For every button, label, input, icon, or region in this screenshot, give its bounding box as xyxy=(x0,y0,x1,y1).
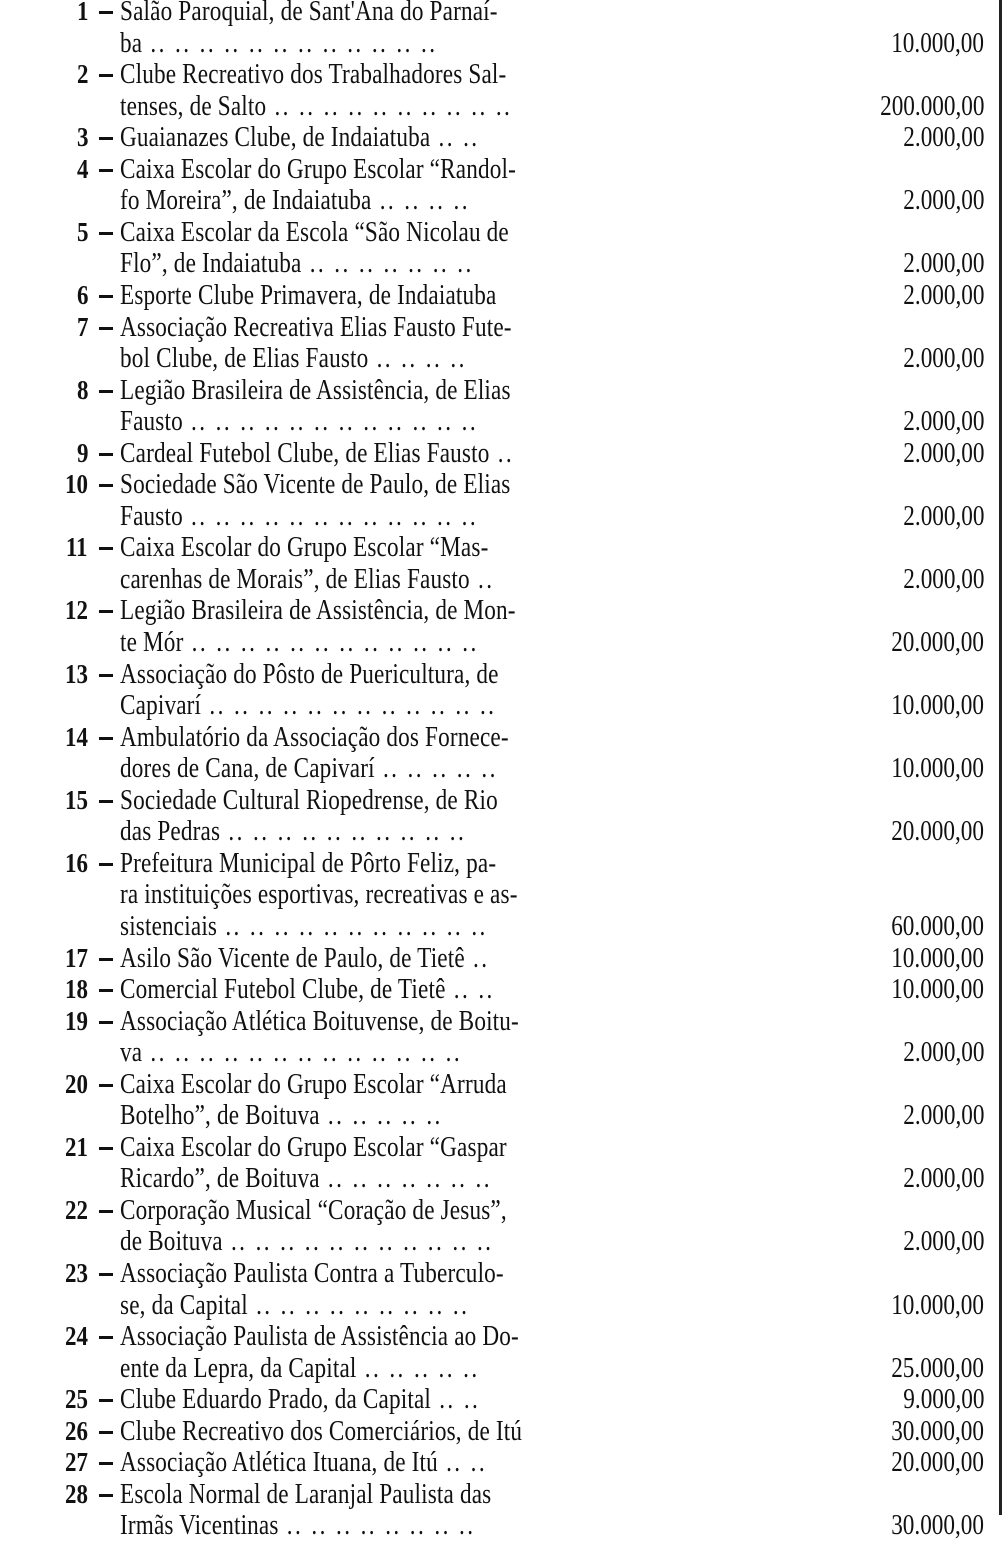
item-number: 17 xyxy=(65,942,88,973)
entry-text-content: Legião Brasileira de Assistência, de Mon- xyxy=(120,594,516,627)
entry-text-content: Botelho”, de Boituva xyxy=(120,1099,320,1132)
em-dash xyxy=(99,737,113,740)
entry-text-content: bol Clube, de Elias Fausto xyxy=(120,342,369,375)
entry-text xyxy=(120,816,466,848)
entry-text-content: Comercial Futebol Clube, de Tietê xyxy=(120,973,446,1006)
list-item xyxy=(0,1258,1000,1321)
em-dash xyxy=(99,1084,113,1087)
dot-leader: .. .. .. .. .. .. .. .. .. .. xyxy=(266,89,513,122)
entry-line xyxy=(0,1384,1000,1416)
list-item xyxy=(0,1479,1000,1542)
em-dash xyxy=(99,1210,113,1213)
amount: 10.000,00 xyxy=(891,689,984,722)
list-item xyxy=(0,1321,1000,1384)
item-number: 11 xyxy=(66,532,88,563)
entry-text-content: de Boituva xyxy=(120,1225,223,1258)
list-item xyxy=(0,1069,1000,1132)
entry-text xyxy=(120,1353,480,1385)
entry-text xyxy=(120,911,488,943)
em-dash xyxy=(99,74,113,77)
entry-text xyxy=(120,438,514,470)
entry-text-content: Capivarí xyxy=(120,689,202,722)
entry-line xyxy=(0,1290,1000,1322)
dot-leader: .. .. .. .. .. .. .. .. xyxy=(278,1509,476,1542)
entry-text-content: Esporte Clube Primavera, de Indaiatuba xyxy=(120,278,497,311)
entry-text xyxy=(120,564,494,596)
entry-text xyxy=(120,406,478,438)
entry-text-content: se, da Capital xyxy=(120,1288,248,1321)
entry-text-content: Associação Atlética Boituvense, de Boitu- xyxy=(120,1004,519,1037)
entry-text xyxy=(120,28,437,60)
entry-line xyxy=(0,911,1000,943)
em-dash xyxy=(99,1399,113,1402)
em-dash xyxy=(99,295,113,298)
em-dash xyxy=(99,390,113,393)
amount: 2.000,00 xyxy=(902,436,984,469)
amount: 2.000,00 xyxy=(902,342,984,375)
item-number: 25 xyxy=(65,1384,88,1415)
entry-text xyxy=(120,122,480,154)
list-item xyxy=(0,848,1000,943)
item-number: 8 xyxy=(76,374,88,405)
list-item xyxy=(0,1447,1000,1479)
entry-text xyxy=(120,627,479,659)
entry-text-content: Clube Recreativo dos Trabalhadores Sal- xyxy=(120,58,507,91)
entry-text-content: te Mór xyxy=(120,625,184,658)
entry-text-content: Prefeitura Municipal de Pôrto Feliz, pa- xyxy=(120,846,497,879)
em-dash xyxy=(99,232,113,235)
entry-text xyxy=(120,501,478,533)
entry-line xyxy=(0,1258,1000,1290)
entry-text xyxy=(120,1069,507,1101)
entry-text-content: Associação Recreativa Elias Fausto Fute- xyxy=(120,310,512,343)
entry-text-content: Caixa Escolar do Grupo Escolar “Randol- xyxy=(120,152,517,185)
amount: 20.000,00 xyxy=(891,1446,984,1479)
entry-text xyxy=(120,375,511,407)
entry-line xyxy=(0,1321,1000,1353)
entry-text-content: Escola Normal de Laranjal Paulista das xyxy=(120,1477,492,1510)
entry-text xyxy=(120,1132,507,1164)
entry-text xyxy=(120,469,511,501)
dot-leader: .. .. .. .. .. xyxy=(374,752,498,785)
entry-text-content: ra instituições esportivas, recreativas e as- xyxy=(120,878,518,911)
dot-leader: .. .. xyxy=(437,1446,488,1479)
entry-line xyxy=(0,438,1000,470)
entry-text xyxy=(120,722,509,754)
entry-line xyxy=(0,1069,1000,1101)
entry-text-content: Associação Atlética Ituana, de Itú xyxy=(120,1446,438,1479)
entry-text-content: Flo”, de Indaiatuba xyxy=(120,247,302,280)
amount: 2.000,00 xyxy=(902,1099,984,1132)
em-dash xyxy=(99,484,113,487)
dot-leader: .. .. .. .. .. .. .. .. .. .. .. .. xyxy=(142,26,438,59)
entry-text xyxy=(120,1447,487,1479)
entry-line xyxy=(0,469,1000,501)
dot-leader: .. .. .. .. .. .. .. .. .. xyxy=(247,1288,470,1321)
dot-leader: .. .. xyxy=(430,121,480,154)
entry-text-content: Ambulatório da Associação dos Fornece- xyxy=(120,720,509,753)
list-item xyxy=(0,122,1000,154)
list-item xyxy=(0,312,1000,375)
entry-text xyxy=(120,91,512,123)
item-number: 26 xyxy=(65,1415,88,1446)
entry-line xyxy=(0,1006,1000,1038)
entry-text-content: Fausto xyxy=(120,499,183,532)
entry-line xyxy=(0,1037,1000,1069)
entry-text-content: dores de Cana, de Capivarí xyxy=(120,752,375,785)
item-number: 19 xyxy=(65,1005,88,1036)
entry-text-content: Caixa Escolar do Grupo Escolar “Arruda xyxy=(120,1067,507,1100)
entry-line xyxy=(0,28,1000,60)
amount: 2.000,00 xyxy=(902,247,984,280)
entry-line xyxy=(0,312,1000,344)
list-item xyxy=(0,59,1000,122)
amount: 200.000,00 xyxy=(879,89,984,122)
entry-text xyxy=(120,1100,443,1132)
dot-leader: .. .. .. .. .. .. .. .. .. .. .. xyxy=(222,1225,494,1258)
amount: 2.000,00 xyxy=(902,562,984,595)
entry-line xyxy=(0,154,1000,186)
dot-leader: .. .. .. .. .. .. .. .. .. .. .. .. xyxy=(201,689,497,722)
dot-leader: .. .. .. .. .. .. .. .. .. .. .. .. xyxy=(183,625,479,658)
entry-text xyxy=(120,1384,480,1416)
em-dash xyxy=(99,989,113,992)
list-item xyxy=(0,532,1000,595)
entry-line xyxy=(0,217,1000,249)
entry-line xyxy=(0,1479,1000,1511)
entry-line xyxy=(0,848,1000,880)
entry-text-content: Salão Paroquial, de Sant'Ana do Parnaí- xyxy=(120,0,498,27)
amount: 10.000,00 xyxy=(891,1288,984,1321)
dot-leader: .. .. .. .. .. xyxy=(319,1099,443,1132)
entry-line xyxy=(0,0,1000,28)
dot-leader: .. .. .. .. .. .. .. xyxy=(319,1162,492,1195)
entry-text xyxy=(120,343,467,375)
entry-text xyxy=(120,1195,507,1227)
item-number: 15 xyxy=(65,784,88,815)
list-item xyxy=(0,943,1000,975)
entry-text-content: Caixa Escolar do Grupo Escolar “Gaspar xyxy=(120,1130,507,1163)
entry-line xyxy=(0,1510,1000,1542)
item-number: 6 xyxy=(76,279,88,310)
dot-leader: .. .. xyxy=(445,973,495,1006)
list-item xyxy=(0,154,1000,217)
item-number: 20 xyxy=(65,1068,88,1099)
item-number: 3 xyxy=(76,122,88,153)
entry-text-content: Clube Recreativo dos Comerciários, de Itú xyxy=(120,1414,523,1447)
em-dash xyxy=(99,453,113,456)
amount: 2.000,00 xyxy=(902,184,984,217)
entry-line xyxy=(0,1163,1000,1195)
entry-text xyxy=(120,0,498,28)
entry-line xyxy=(0,1132,1000,1164)
entry-text xyxy=(120,1321,519,1353)
entry-text xyxy=(120,154,516,186)
entry-text-content: Asilo São Vicente de Paulo, de Tietê xyxy=(120,941,465,974)
item-number: 23 xyxy=(65,1258,88,1288)
entry-text xyxy=(120,1479,491,1511)
em-dash xyxy=(99,1431,113,1434)
entry-text xyxy=(120,848,496,880)
entry-text xyxy=(120,280,497,312)
entry-line xyxy=(0,185,1000,217)
em-dash xyxy=(99,1336,113,1339)
entry-text xyxy=(120,974,495,1006)
dot-leader: .. .. .. .. .. .. .. .. .. .. .. .. xyxy=(182,499,479,532)
entry-text-content: Caixa Escolar do Grupo Escolar “Mas- xyxy=(120,531,489,564)
entry-text-content: Cardeal Futebol Clube, de Elias Fausto xyxy=(120,436,490,469)
entry-line xyxy=(0,1195,1000,1227)
list-item xyxy=(0,217,1000,280)
entry-text-content: va xyxy=(120,1036,143,1069)
em-dash xyxy=(99,1494,113,1497)
em-dash xyxy=(99,1021,113,1024)
entry-text-content: Sociedade Cultural Riopedrense, de Rio xyxy=(120,783,498,816)
item-number: 27 xyxy=(65,1447,88,1478)
em-dash xyxy=(99,137,113,140)
item-number: 10 xyxy=(65,469,88,500)
list-item xyxy=(0,595,1000,658)
entry-text xyxy=(120,785,498,817)
list-item xyxy=(0,1416,1000,1448)
entry-text-content: sistenciais xyxy=(120,909,218,942)
entry-text xyxy=(120,1290,469,1322)
entry-line xyxy=(0,690,1000,722)
list-item xyxy=(0,1195,1000,1258)
amount: 2.000,00 xyxy=(902,1036,984,1069)
em-dash xyxy=(99,1273,113,1276)
list-item xyxy=(0,280,1000,312)
entry-text-content: Associação Paulista de Assistência ao Do- xyxy=(120,1320,519,1353)
entry-line xyxy=(0,375,1000,407)
item-number: 18 xyxy=(65,974,88,1005)
amount: 2.000,00 xyxy=(902,121,984,154)
entry-line xyxy=(0,1100,1000,1132)
em-dash xyxy=(99,1147,113,1150)
amount: 20.000,00 xyxy=(891,815,984,848)
amount: 10.000,00 xyxy=(891,973,984,1006)
entry-text xyxy=(120,312,512,344)
item-number: 13 xyxy=(65,658,88,689)
em-dash xyxy=(99,11,113,14)
entry-line xyxy=(0,532,1000,564)
entry-line xyxy=(0,879,1000,911)
entry-line xyxy=(0,1226,1000,1258)
entry-text xyxy=(120,595,516,627)
entry-text xyxy=(120,1510,475,1542)
item-number: 2 xyxy=(76,59,88,90)
entry-line xyxy=(0,1353,1000,1385)
dot-leader: .. .. .. .. .. .. .. .. .. .. .. .. xyxy=(182,405,479,438)
em-dash xyxy=(99,169,113,172)
entry-line xyxy=(0,91,1000,123)
entry-text xyxy=(120,690,496,722)
amount: 2.000,00 xyxy=(902,1225,984,1258)
list-item xyxy=(0,785,1000,848)
amount: 25.000,00 xyxy=(891,1351,984,1384)
entry-text-content: ente da Lepra, da Capital xyxy=(120,1351,357,1384)
amount: 10.000,00 xyxy=(891,26,984,59)
dot-leader: .. .. .. .. xyxy=(368,342,467,375)
entry-text xyxy=(120,59,506,91)
dot-leader: .. xyxy=(469,562,495,595)
entry-line xyxy=(0,1416,1000,1448)
entry-line xyxy=(0,816,1000,848)
amount: 9.000,00 xyxy=(902,1383,984,1416)
amount: 20.000,00 xyxy=(891,625,984,658)
entry-line xyxy=(0,974,1000,1006)
list-item xyxy=(0,469,1000,532)
dot-leader: .. .. .. .. .. xyxy=(356,1351,480,1384)
entry-line xyxy=(0,564,1000,596)
entry-text xyxy=(120,185,470,217)
entry-text xyxy=(120,1226,493,1258)
dot-leader: .. xyxy=(464,941,490,974)
entry-text-content: Corporação Musical “Coração de Jesus”, xyxy=(120,1193,507,1226)
list-item xyxy=(0,1132,1000,1195)
entry-text xyxy=(120,753,498,785)
amount: 2.000,00 xyxy=(902,278,984,311)
dot-leader: .. .. .. .. .. .. .. .. .. .. xyxy=(220,815,467,848)
entry-line xyxy=(0,122,1000,154)
item-number: 14 xyxy=(65,721,88,752)
entry-line xyxy=(0,943,1000,975)
entry-text xyxy=(120,1258,504,1290)
entry-text-content: Sociedade São Vicente de Paulo, de Elias xyxy=(120,468,511,501)
amount: 10.000,00 xyxy=(891,941,984,974)
dot-leader: .. xyxy=(489,436,515,469)
entry-text-content: fo Moreira”, de Indaiatuba xyxy=(120,184,372,217)
em-dash xyxy=(99,674,113,677)
amount: 2.000,00 xyxy=(902,1162,984,1195)
entry-text xyxy=(120,1037,462,1069)
item-number: 16 xyxy=(65,847,88,878)
entry-text-content: Guaianazes Clube, de Indaiatuba xyxy=(120,121,431,154)
em-dash xyxy=(99,1462,113,1465)
list-item xyxy=(0,659,1000,722)
dot-leader: .. .. .. .. xyxy=(371,184,470,217)
entry-text xyxy=(120,1416,522,1448)
item-number: 12 xyxy=(65,595,88,626)
list-item xyxy=(0,0,1000,59)
entry-line xyxy=(0,627,1000,659)
entry-text xyxy=(120,1006,519,1038)
list-item xyxy=(0,1384,1000,1416)
entry-line xyxy=(0,785,1000,817)
entry-line xyxy=(0,501,1000,533)
em-dash xyxy=(99,610,113,613)
entry-text-content: tenses, de Salto xyxy=(120,89,267,122)
amount: 10.000,00 xyxy=(891,752,984,785)
item-number: 5 xyxy=(76,216,88,247)
entry-text-content: Ricardo”, de Boituva xyxy=(120,1162,320,1195)
item-number: 9 xyxy=(76,437,88,468)
item-number: 24 xyxy=(65,1321,88,1352)
entry-text xyxy=(120,943,489,975)
entry-text-content: Irmãs Vicentinas xyxy=(120,1509,279,1542)
entry-line xyxy=(0,59,1000,91)
entry-text xyxy=(120,532,488,564)
entry-text-content: Associação do Pôsto de Puericultura, de xyxy=(120,657,499,690)
entry-text-content: ba xyxy=(120,26,143,59)
entry-line xyxy=(0,343,1000,375)
entry-text-content: das Pedras xyxy=(120,815,221,848)
entry-line xyxy=(0,248,1000,280)
list-item xyxy=(0,438,1000,470)
entry-text-content: carenhas de Morais”, de Elias Fausto xyxy=(120,562,470,595)
list-item xyxy=(0,1006,1000,1069)
em-dash xyxy=(99,800,113,803)
amount: 30.000,00 xyxy=(891,1414,984,1447)
entry-text-content: Fausto xyxy=(120,405,183,438)
item-number: 21 xyxy=(65,1131,88,1162)
item-number: 22 xyxy=(65,1194,88,1225)
entry-text xyxy=(120,248,474,280)
entry-line xyxy=(0,722,1000,754)
entry-line xyxy=(0,280,1000,312)
entry-text xyxy=(120,879,518,911)
dot-leader: .. .. .. .. .. .. .. .. .. .. .. .. .. xyxy=(142,1036,463,1069)
dot-leader: .. .. .. .. .. .. .. .. .. .. .. xyxy=(217,909,488,942)
dot-leader: .. .. xyxy=(431,1383,481,1416)
entry-text xyxy=(120,1163,492,1195)
list-item xyxy=(0,375,1000,438)
entry-line xyxy=(0,406,1000,438)
amount: 2.000,00 xyxy=(902,405,984,438)
em-dash xyxy=(99,958,113,961)
em-dash xyxy=(99,327,113,330)
dot-leader: .. .. .. .. .. .. .. xyxy=(301,247,474,280)
item-number: 4 xyxy=(76,153,88,184)
list-item xyxy=(0,974,1000,1006)
item-number: 1 xyxy=(76,0,88,26)
em-dash xyxy=(99,863,113,866)
item-number: 7 xyxy=(76,311,88,342)
entry-text-content: Clube Eduardo Prado, da Capital xyxy=(120,1383,432,1416)
entry-text xyxy=(120,659,499,691)
entry-text-content: Associação Paulista Contra a Tuberculo- xyxy=(120,1257,504,1289)
entry-text xyxy=(120,217,509,249)
entry-line xyxy=(0,1447,1000,1479)
entry-line xyxy=(0,595,1000,627)
entry-line xyxy=(0,659,1000,691)
entry-line xyxy=(0,753,1000,785)
list-item xyxy=(0,722,1000,785)
entry-text-content: Legião Brasileira de Assistência, de Elias xyxy=(120,373,511,406)
em-dash xyxy=(99,547,113,550)
amount: 2.000,00 xyxy=(902,499,984,532)
amount: 60.000,00 xyxy=(891,909,984,942)
entry-text-content: Caixa Escolar da Escola “São Nicolau de xyxy=(120,215,509,248)
amount: 30.000,00 xyxy=(891,1509,984,1542)
item-number: 28 xyxy=(65,1478,88,1509)
